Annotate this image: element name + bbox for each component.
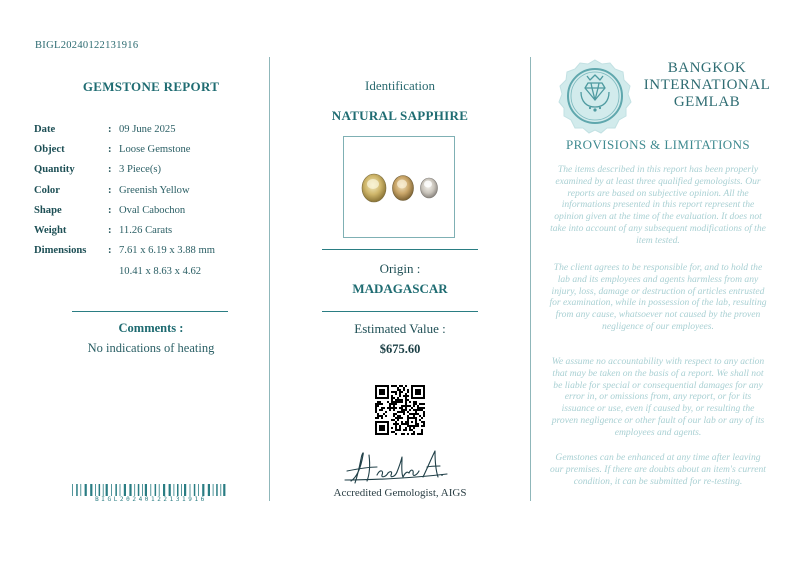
gemologist-title: Accredited Gemologist, AIGS [333, 487, 467, 499]
barcode-text: BIGL20240122131916 [95, 496, 207, 503]
detail-label: Color [34, 184, 60, 196]
detail-label [34, 261, 108, 281]
detail-colon: : [108, 245, 112, 257]
comments-top-rule [72, 311, 228, 312]
detail-value: 09 June 2025 [119, 123, 176, 135]
detail-colon: : [108, 164, 112, 176]
detail-value: 3 Piece(s) [119, 164, 162, 176]
detail-colon [108, 261, 119, 281]
detail-label: Object [34, 143, 65, 155]
gemstone-photo [343, 136, 455, 238]
detail-row [34, 200, 215, 220]
report-title: GEMSTONE REPORT [82, 79, 220, 94]
lab-name [642, 60, 772, 111]
lab-name-line-1: BANGKOK [667, 60, 747, 76]
detail-colon: : [108, 184, 112, 196]
signature-icon [343, 447, 451, 487]
value-top-rule [322, 311, 478, 312]
provisions-paragraph-4: Gemstones can be enhanced at any time after leaving our premises. If there are doubts about an item's current condition, it can be submitted for re-testing. [550, 452, 766, 487]
lab-name-line-3: GEMLAB [673, 94, 741, 110]
lab-logo-icon [557, 58, 633, 134]
provisions-paragraph-2: The client agrees to be responsible for, and to hold the lab and its employees and agents harmless from any injury, loss, damage or destruction of articles entrusted for examination, while in possession of the lab, resulting from any cause, whatsoever not caused by the proven negligence of our employees. [549, 262, 767, 332]
lab-name-line-2: INTERNATIONAL [643, 77, 771, 93]
provisions-paragraph-1: The items described in this report has been properly examined by at least three qualified gemologists. Our reports are based on subjective opinion. All the informations presented in this report represent the opinion given at the time of the evaluation. It does not take into account of any subsequent modifications of the item tested. [550, 164, 766, 246]
detail-colon: : [108, 225, 112, 237]
detail-value: 11.26 Carats [119, 225, 173, 237]
detail-value: Oval Cabochon [119, 204, 186, 216]
column-divider-right [530, 57, 531, 501]
detail-row [34, 119, 215, 139]
detail-row [34, 139, 215, 159]
detail-row [34, 241, 215, 261]
detail-label: Quantity [34, 164, 75, 176]
origin-top-rule [322, 249, 478, 250]
detail-value: Loose Gemstone [119, 143, 191, 155]
qr-code-icon [375, 385, 425, 435]
comments-title: Comments : [118, 321, 184, 335]
detail-colon: : [108, 123, 112, 135]
detail-label: Date [34, 123, 56, 135]
detail-label: Weight [34, 225, 67, 237]
origin-label: Origin : [379, 261, 421, 276]
gem-details-table [34, 119, 215, 281]
detail-value: 7.61 x 6.19 x 3.88 mm [119, 245, 215, 257]
estimated-value-label: Estimated Value : [354, 321, 446, 336]
detail-row [34, 261, 215, 281]
comments-text: No indications of heating [87, 341, 215, 355]
estimated-value-amount: $675.60 [379, 342, 421, 356]
provisions-paragraph-3: We assume no accountability with respect to any action that may be taken on the basis of a report. We shall not be liable for special or consequential damages for any error in, or omissions from, any report, or for its issuance or use, even if caused by, or resulting the proven negligence or other fault of our lab or any of its employees and agents. [551, 356, 765, 438]
gemstone-photo-icon [344, 137, 454, 237]
detail-value: 10.41 x 8.63 x 4.62 [119, 265, 202, 277]
report-number: BIGL20240122131916 [35, 40, 139, 51]
detail-row [34, 180, 215, 200]
detail-row [34, 160, 215, 180]
detail-colon: : [108, 204, 112, 216]
origin-value: MADAGASCAR [352, 281, 448, 296]
detail-colon: : [108, 143, 112, 155]
barcode [72, 484, 230, 496]
detail-value: Greenish Yellow [119, 184, 190, 196]
provisions-title: PROVISIONS & LIMITATIONS [565, 137, 751, 152]
identification-label: Identification [364, 78, 436, 93]
detail-label: Dimensions [34, 245, 87, 257]
detail-row [34, 220, 215, 240]
stone-name: NATURAL SAPPHIRE [331, 108, 469, 123]
detail-label: Shape [34, 204, 62, 216]
column-divider-left [269, 57, 270, 501]
